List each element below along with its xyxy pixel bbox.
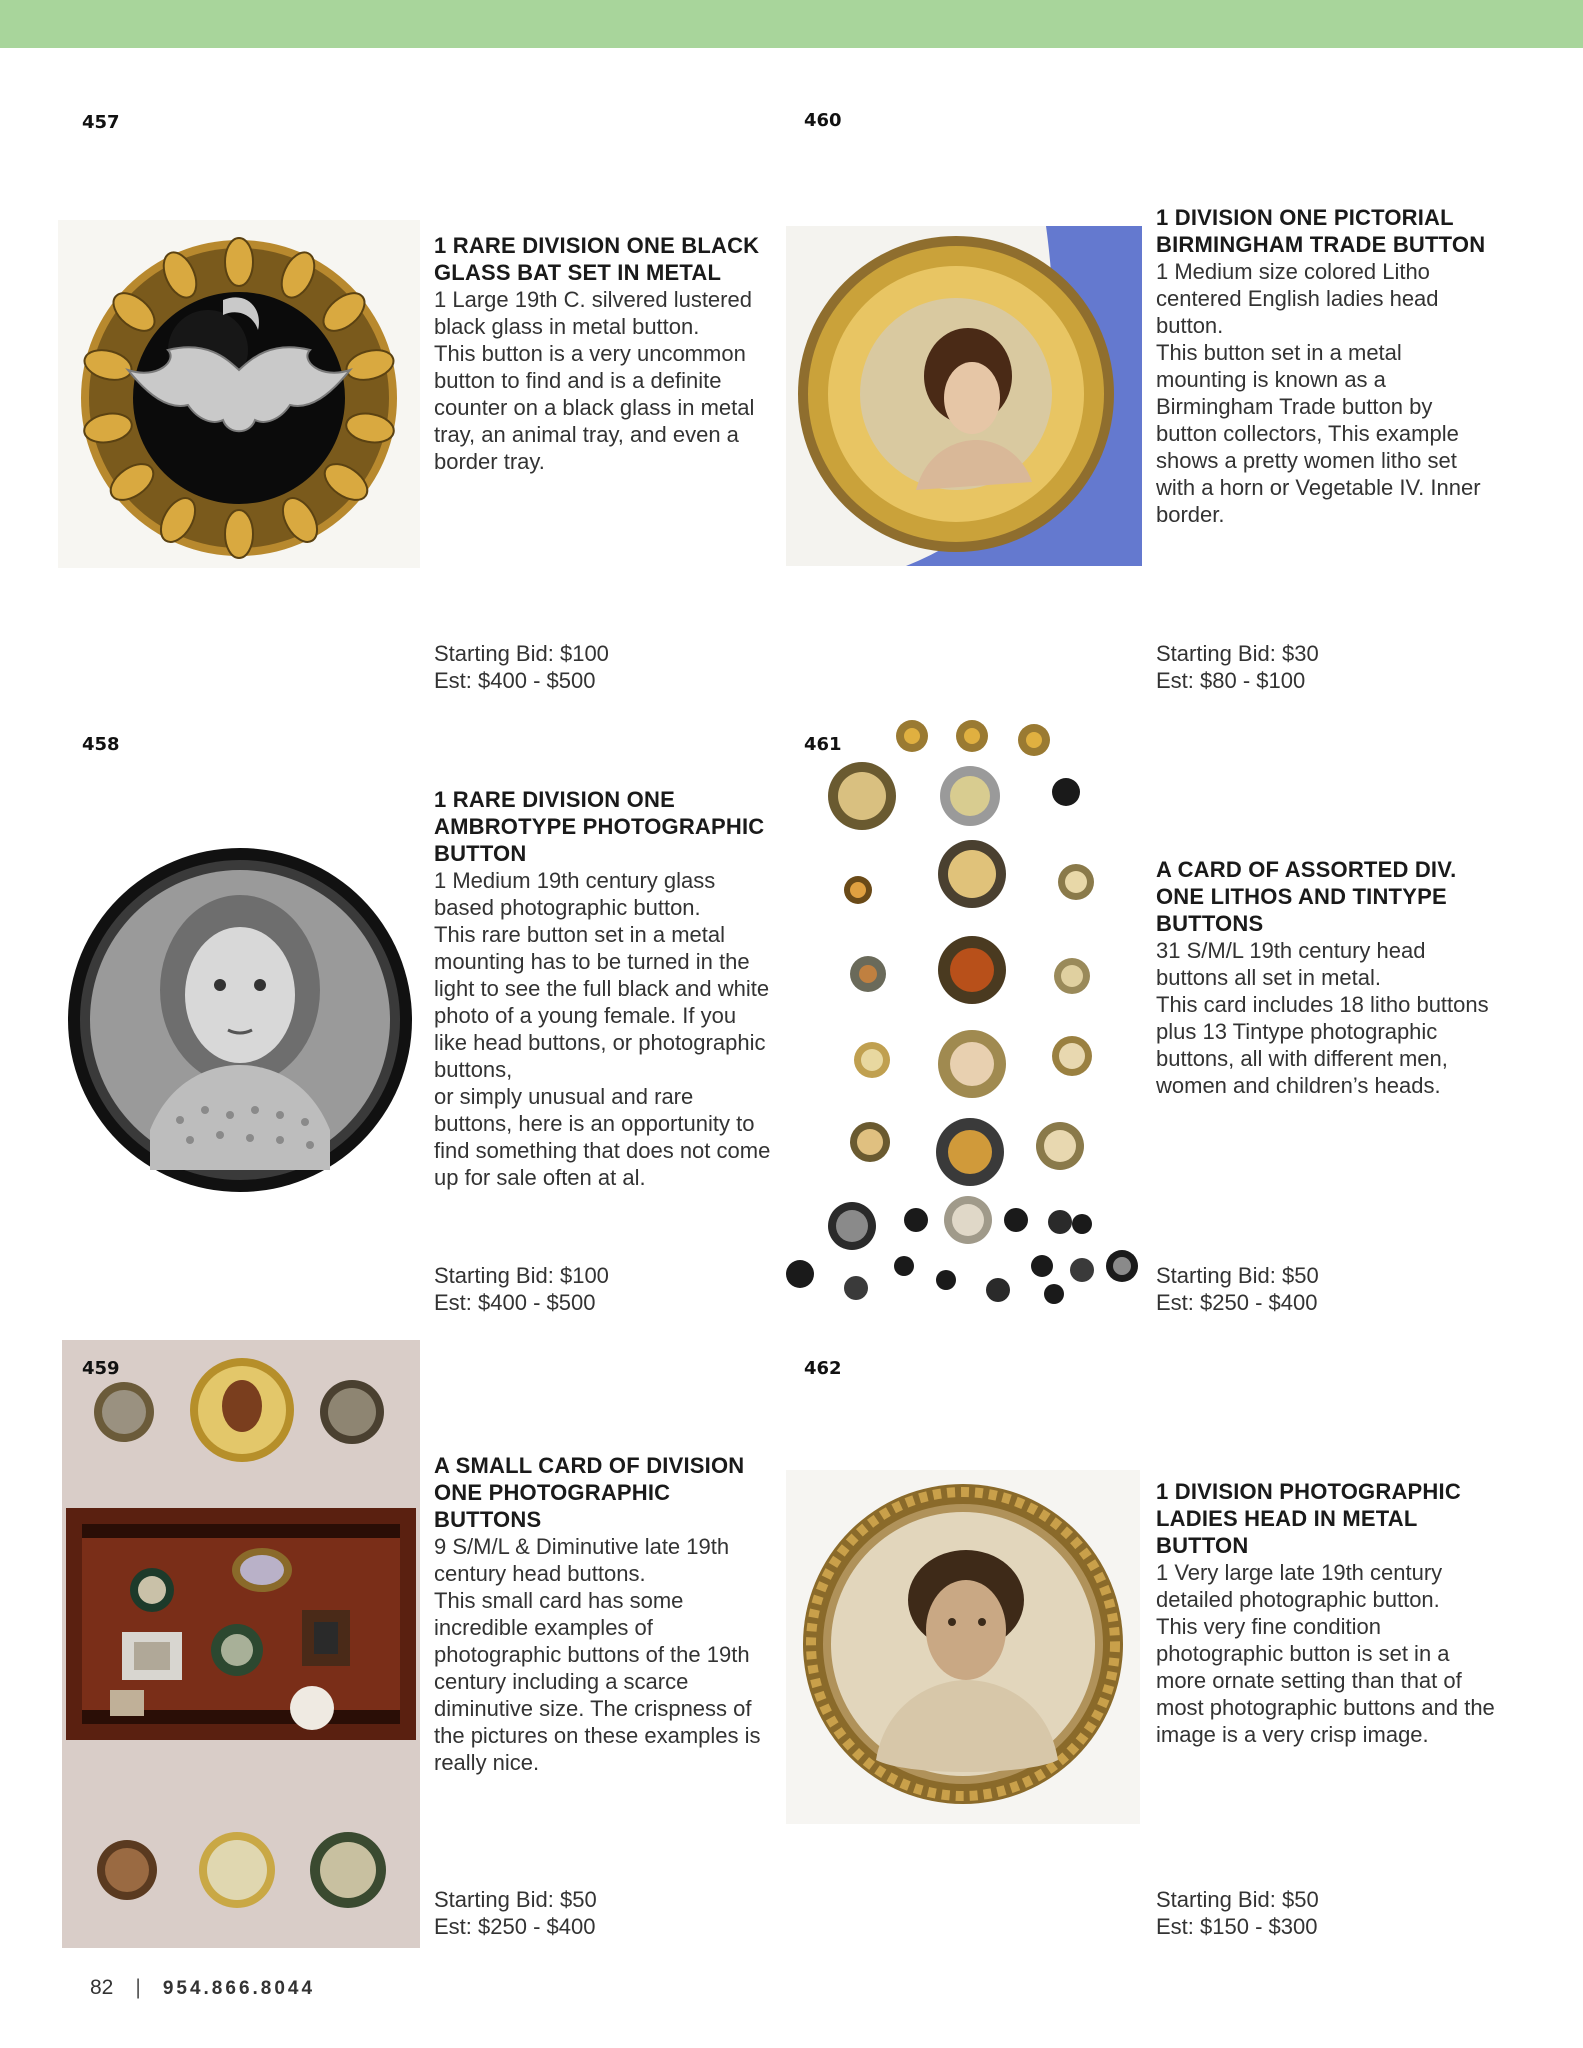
lot-title: 1 DIVISION ONE PICTORIAL BIRMINGHAM TRADE BUTTON [1156,205,1486,257]
lot-body: 1 Large 19th C. silvered lustered black glass in metal button. This button is a very uncommon button to find and is a definite counter on a black glass in metal tray, an animal tray, and even a border tray. [434,287,755,474]
lot-number: 462 [804,1358,842,1379]
page-footer [90,1976,315,2000]
lot-description [434,1452,774,1776]
lot-description [434,786,774,1191]
starting-bid-value: $100 [559,641,609,666]
starting-bid-value: $100 [559,1263,609,1288]
estimate-value: $400 - $500 [478,668,596,693]
lot-image-birmingham-trade [786,226,1142,566]
lot-body: 31 S/M/L 19th century head buttons all set in metal. This card includes 18 litho buttons plus 13 Tintype photographic buttons, all with different men, women and children’s heads. [1156,938,1489,1098]
lot-title: A CARD OF ASSORTED DIV. ONE LITHOS AND TINTYPE BUTTONS [1156,857,1457,936]
estimate-label: Est: [1156,1914,1194,1939]
lot-pricing [434,1262,774,1316]
starting-bid-label: Starting Bid: [1156,641,1276,666]
starting-bid-label: Starting Bid: [1156,1263,1276,1288]
starting-bid-label: Starting Bid: [434,1887,554,1912]
estimate-label: Est: [434,668,472,693]
estimate-label: Est: [434,1290,472,1315]
lot-number: 458 [82,734,120,755]
estimate-label: Est: [1156,668,1194,693]
estimate-value: $250 - $400 [478,1914,596,1939]
estimate-value: $250 - $400 [1200,1290,1318,1315]
lot-pricing [1156,640,1496,694]
lot-body: 9 S/M/L & Diminutive late 19th century head buttons. This small card has some incredible examples of photographic buttons of the 19th century including a scarce diminutive size. The crispness of the pictures on these examples is really nice. [434,1534,761,1775]
lot-title: 1 RARE DIVISION ONE AMBROTYPE PHOTOGRAPHIC BUTTON [434,787,765,866]
footer-separator: | [135,1976,141,1999]
lot-title: 1 RARE DIVISION ONE BLACK GLASS BAT SET IN METAL [434,233,760,285]
lot-pricing [1156,1886,1496,1940]
lot-description [1156,856,1496,1099]
lot-pricing [434,1886,774,1940]
estimate-value: $150 - $300 [1200,1914,1318,1939]
page-number: 82 [90,1976,114,1999]
lot-body: 1 Very large late 19th century detailed photographic button. This very fine condition photographic button is set in a more ornate setting than that of most photographic buttons and the image is a very crisp image. [1156,1560,1495,1747]
lot-body: 1 Medium size colored Litho centered English ladies head button. This button set in a metal mounting is known as a Birmingham Trade button by button collectors, This example shows a pretty women litho set with a horn or Vegetable IV. Inner border. [1156,259,1481,527]
estimate-label: Est: [434,1914,472,1939]
starting-bid-value: $50 [1281,1263,1319,1288]
lot-description [1156,204,1496,528]
lot-title: A SMALL CARD OF DIVISION ONE PHOTOGRAPHIC BUTTONS [434,1453,745,1532]
lot-body: 1 Medium 19th century glass based photographic button. This rare button set in a metal mounting has to be turned in the light to see the full black and white photo of a young female. If you like head buttons, or photographic buttons, or simply unusual and rare buttons, here is an opportunity to find something that does not come up for sale often at al. [434,868,771,1190]
lot-description [434,232,774,475]
starting-bid-value: $50 [559,1887,597,1912]
starting-bid-value: $50 [1281,1887,1319,1912]
lot-number: 459 [82,1358,120,1379]
lot-number: 457 [82,112,120,133]
starting-bid-label: Starting Bid: [1156,1887,1276,1912]
lot-pricing [434,640,774,694]
starting-bid-label: Starting Bid: [434,1263,554,1288]
estimate-label: Est: [1156,1290,1194,1315]
starting-bid-label: Starting Bid: [434,641,554,666]
lot-image-photographic-card [62,1340,420,1948]
lot-image-ladies-head-photo [786,1470,1140,1824]
estimate-value: $400 - $500 [478,1290,596,1315]
lot-title: 1 DIVISION PHOTOGRAPHIC LADIES HEAD IN METAL BUTTON [1156,1479,1461,1558]
lot-number: 461 [804,734,842,755]
starting-bid-value: $30 [1281,641,1319,666]
lot-number: 460 [804,110,842,131]
phone-number: 954.866.8044 [162,1978,316,1999]
estimate-value: $80 - $100 [1200,668,1306,693]
lot-image-assorted-card [786,714,1142,1324]
top-color-bar [0,0,1583,48]
lot-pricing [1156,1262,1496,1316]
lot-image-black-glass-bat [58,220,420,568]
lot-description [1156,1478,1496,1748]
lot-image-ambrotype-girl [60,840,420,1200]
